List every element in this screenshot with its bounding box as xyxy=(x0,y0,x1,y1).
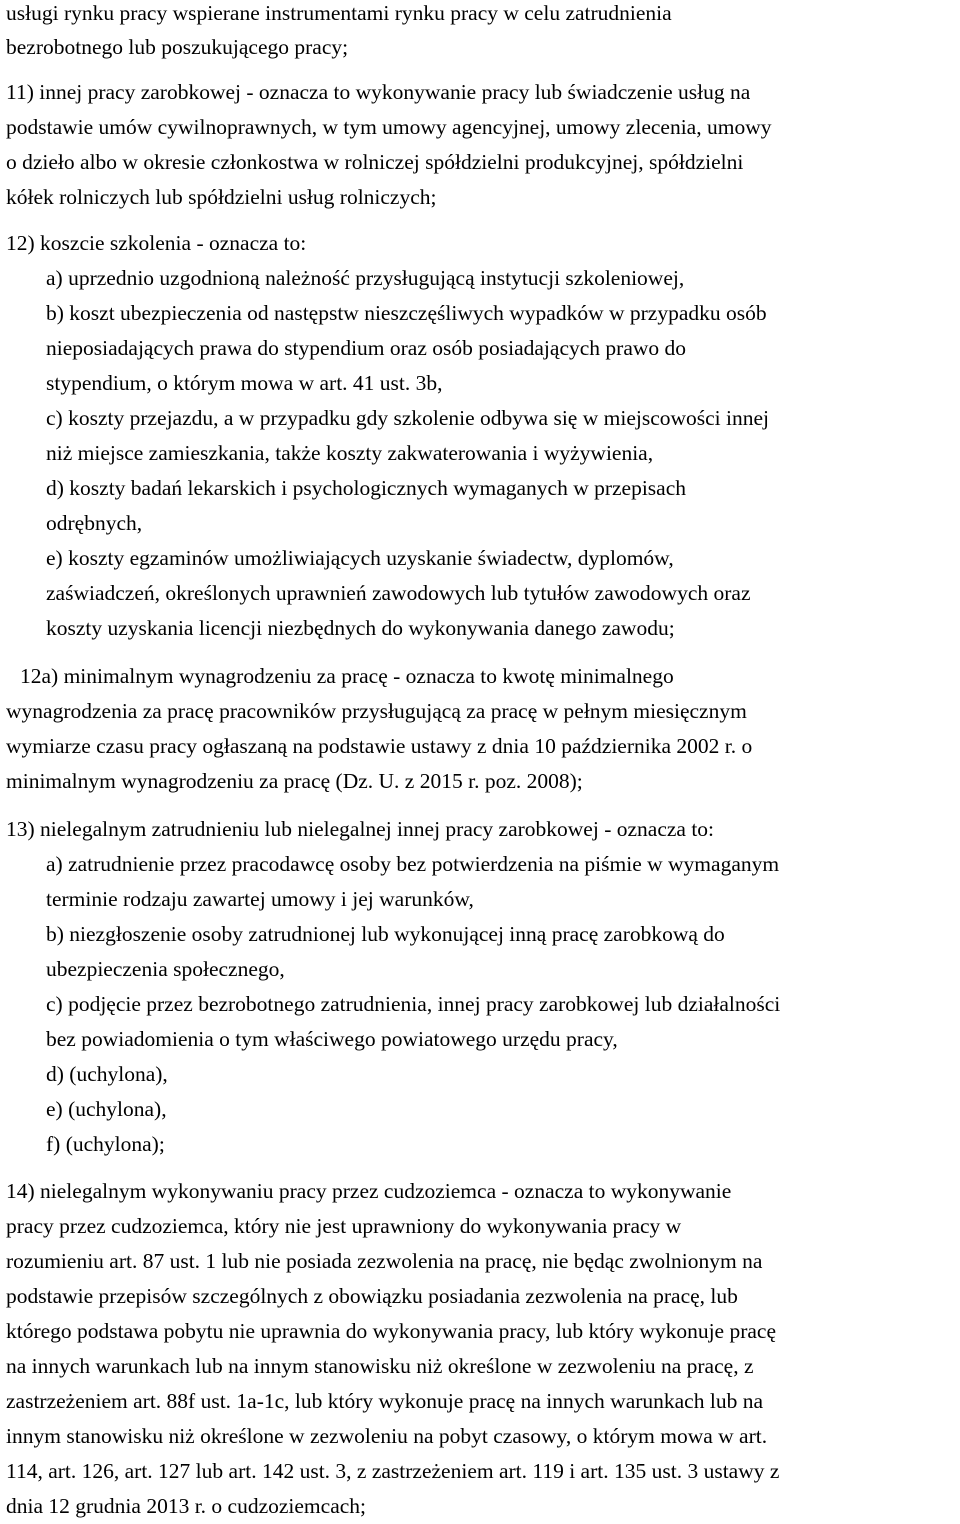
text-line: 114, art. 126, art. 127 lub art. 142 ust. 3, z zastrzeżeniem art. 119 i art. 135 ust. 3 ustawy z xyxy=(6,1459,780,1483)
subitem-c-line: c) koszty przejazdu, a w przypadku gdy szkolenie odbywa się w miejscowości innej xyxy=(46,406,770,430)
text-line: na innych warunkach lub na innym stanowisku niż określone w zezwoleniu na pracę, z xyxy=(6,1354,754,1378)
text-line: zastrzeżeniem art. 88f ust. 1a-1c, lub który wykonuje pracę na innych warunkach lub na xyxy=(6,1389,763,1413)
text-line: innym stanowisku niż określone w zezwoleniu na pobyt czasowy, o którym mowa w art. xyxy=(6,1424,768,1448)
text-line: podstawie przepisów szczególnych z obowiązku posiadania zezwolenia na pracę, lub xyxy=(6,1284,738,1308)
text-line: pracy przez cudzoziemca, który nie jest uprawniony do wykonywania pracy w xyxy=(6,1214,682,1238)
text-line: bez powiadomienia o tym właściwego powiatowego urzędu pracy, xyxy=(46,1027,618,1051)
subitem-b-line: b) niezgłoszenie osoby zatrudnionej lub wykonującej inną pracę zarobkową do xyxy=(46,922,725,946)
text-line: wymiarze czasu pracy ogłaszaną na podstawie ustawy z dnia 10 października 2002 r. o xyxy=(6,734,753,758)
subitem-b-line: b) koszt ubezpieczenia od następstw nieszczęśliwych wypadków w przypadku osób xyxy=(46,301,767,325)
text-line: bezrobotnego lub poszukującego pracy; xyxy=(6,35,349,59)
item-12-line: 12) koszcie szkolenia - oznacza to: xyxy=(6,231,307,255)
text-line: dnia 12 grudnia 2013 r. o cudzoziemcach; xyxy=(6,1494,367,1518)
text-line: podstawie umów cywilnoprawnych, w tym umowy agencyjnej, umowy zlecenia, umowy xyxy=(6,115,772,139)
text-line: minimalnym wynagrodzeniu za pracę (Dz. U. z 2015 r. poz. 2008); xyxy=(6,769,583,793)
text-line: usługi rynku pracy wspierane instrumentami rynku pracy w celu zatrudnienia xyxy=(6,1,672,25)
text-line: ubezpieczenia społecznego, xyxy=(46,957,285,981)
subitem-f-line: f) (uchylona); xyxy=(46,1132,165,1156)
text-line: rozumieniu art. 87 ust. 1 lub nie posiada zezwolenia na pracę, nie będąc zwolnionym na xyxy=(6,1249,763,1273)
item-12a-line: 12a) minimalnym wynagrodzeniu za pracę - oznacza to kwotę minimalnego xyxy=(20,664,674,688)
subitem-a-line: a) uprzednio uzgodnioną należność przysługującą instytucji szkoleniowej, xyxy=(46,266,685,290)
subitem-a-line: a) zatrudnienie przez pracodawcę osoby bez potwierdzenia na piśmie w wymaganym xyxy=(46,852,780,876)
text-line: którego podstawa pobytu nie uprawnia do wykonywania pracy, lub który wykonuje pracę xyxy=(6,1319,777,1343)
item-13-line: 13) nielegalnym zatrudnieniu lub nielegalnej innej pracy zarobkowej - oznacza to: xyxy=(6,817,715,841)
subitem-e-line: e) koszty egzaminów umożliwiających uzyskanie świadectw, dyplomów, xyxy=(46,546,674,570)
text-line: terminie rodzaju zawartej umowy i jej warunków, xyxy=(46,887,474,911)
subitem-d-line: d) (uchylona), xyxy=(46,1062,168,1086)
subitem-e-line: e) (uchylona), xyxy=(46,1097,167,1121)
text-line: koszty uzyskania licencji niezbędnych do wykonywania danego zawodu; xyxy=(46,616,675,640)
item-11-line: 11) innej pracy zarobkowej - oznacza to wykonywanie pracy lub świadczenie usług na xyxy=(6,80,751,104)
subitem-c-line: c) podjęcie przez bezrobotnego zatrudnienia, innej pracy zarobkowej lub działalności xyxy=(46,992,781,1016)
subitem-d-line: d) koszty badań lekarskich i psychologicznych wymaganych w przepisach xyxy=(46,476,687,500)
item-14-line: 14) nielegalnym wykonywaniu pracy przez cudzoziemca - oznacza to wykonywanie xyxy=(6,1179,732,1203)
text-line: nieposiadających prawa do stypendium oraz osób posiadających prawo do xyxy=(46,336,687,360)
text-line: odrębnych, xyxy=(46,511,143,535)
text-line: kółek rolniczych lub spółdzielni usług rolniczych; xyxy=(6,185,437,209)
text-line: wynagrodzenia za pracę pracowników przysługującą za pracę w pełnym miesięcznym xyxy=(6,699,747,723)
text-line: o dzieło albo w okresie członkostwa w rolniczej spółdzielni produkcyjnej, spółdzielni xyxy=(6,150,744,174)
text-line: niż miejsce zamieszkania, także koszty zakwaterowania i wyżywienia, xyxy=(46,441,654,465)
text-line: zaświadczeń, określonych uprawnień zawodowych lub tytułów zawodowych oraz xyxy=(46,581,751,605)
text-line: stypendium, o którym mowa w art. 41 ust. 3b, xyxy=(46,371,443,395)
